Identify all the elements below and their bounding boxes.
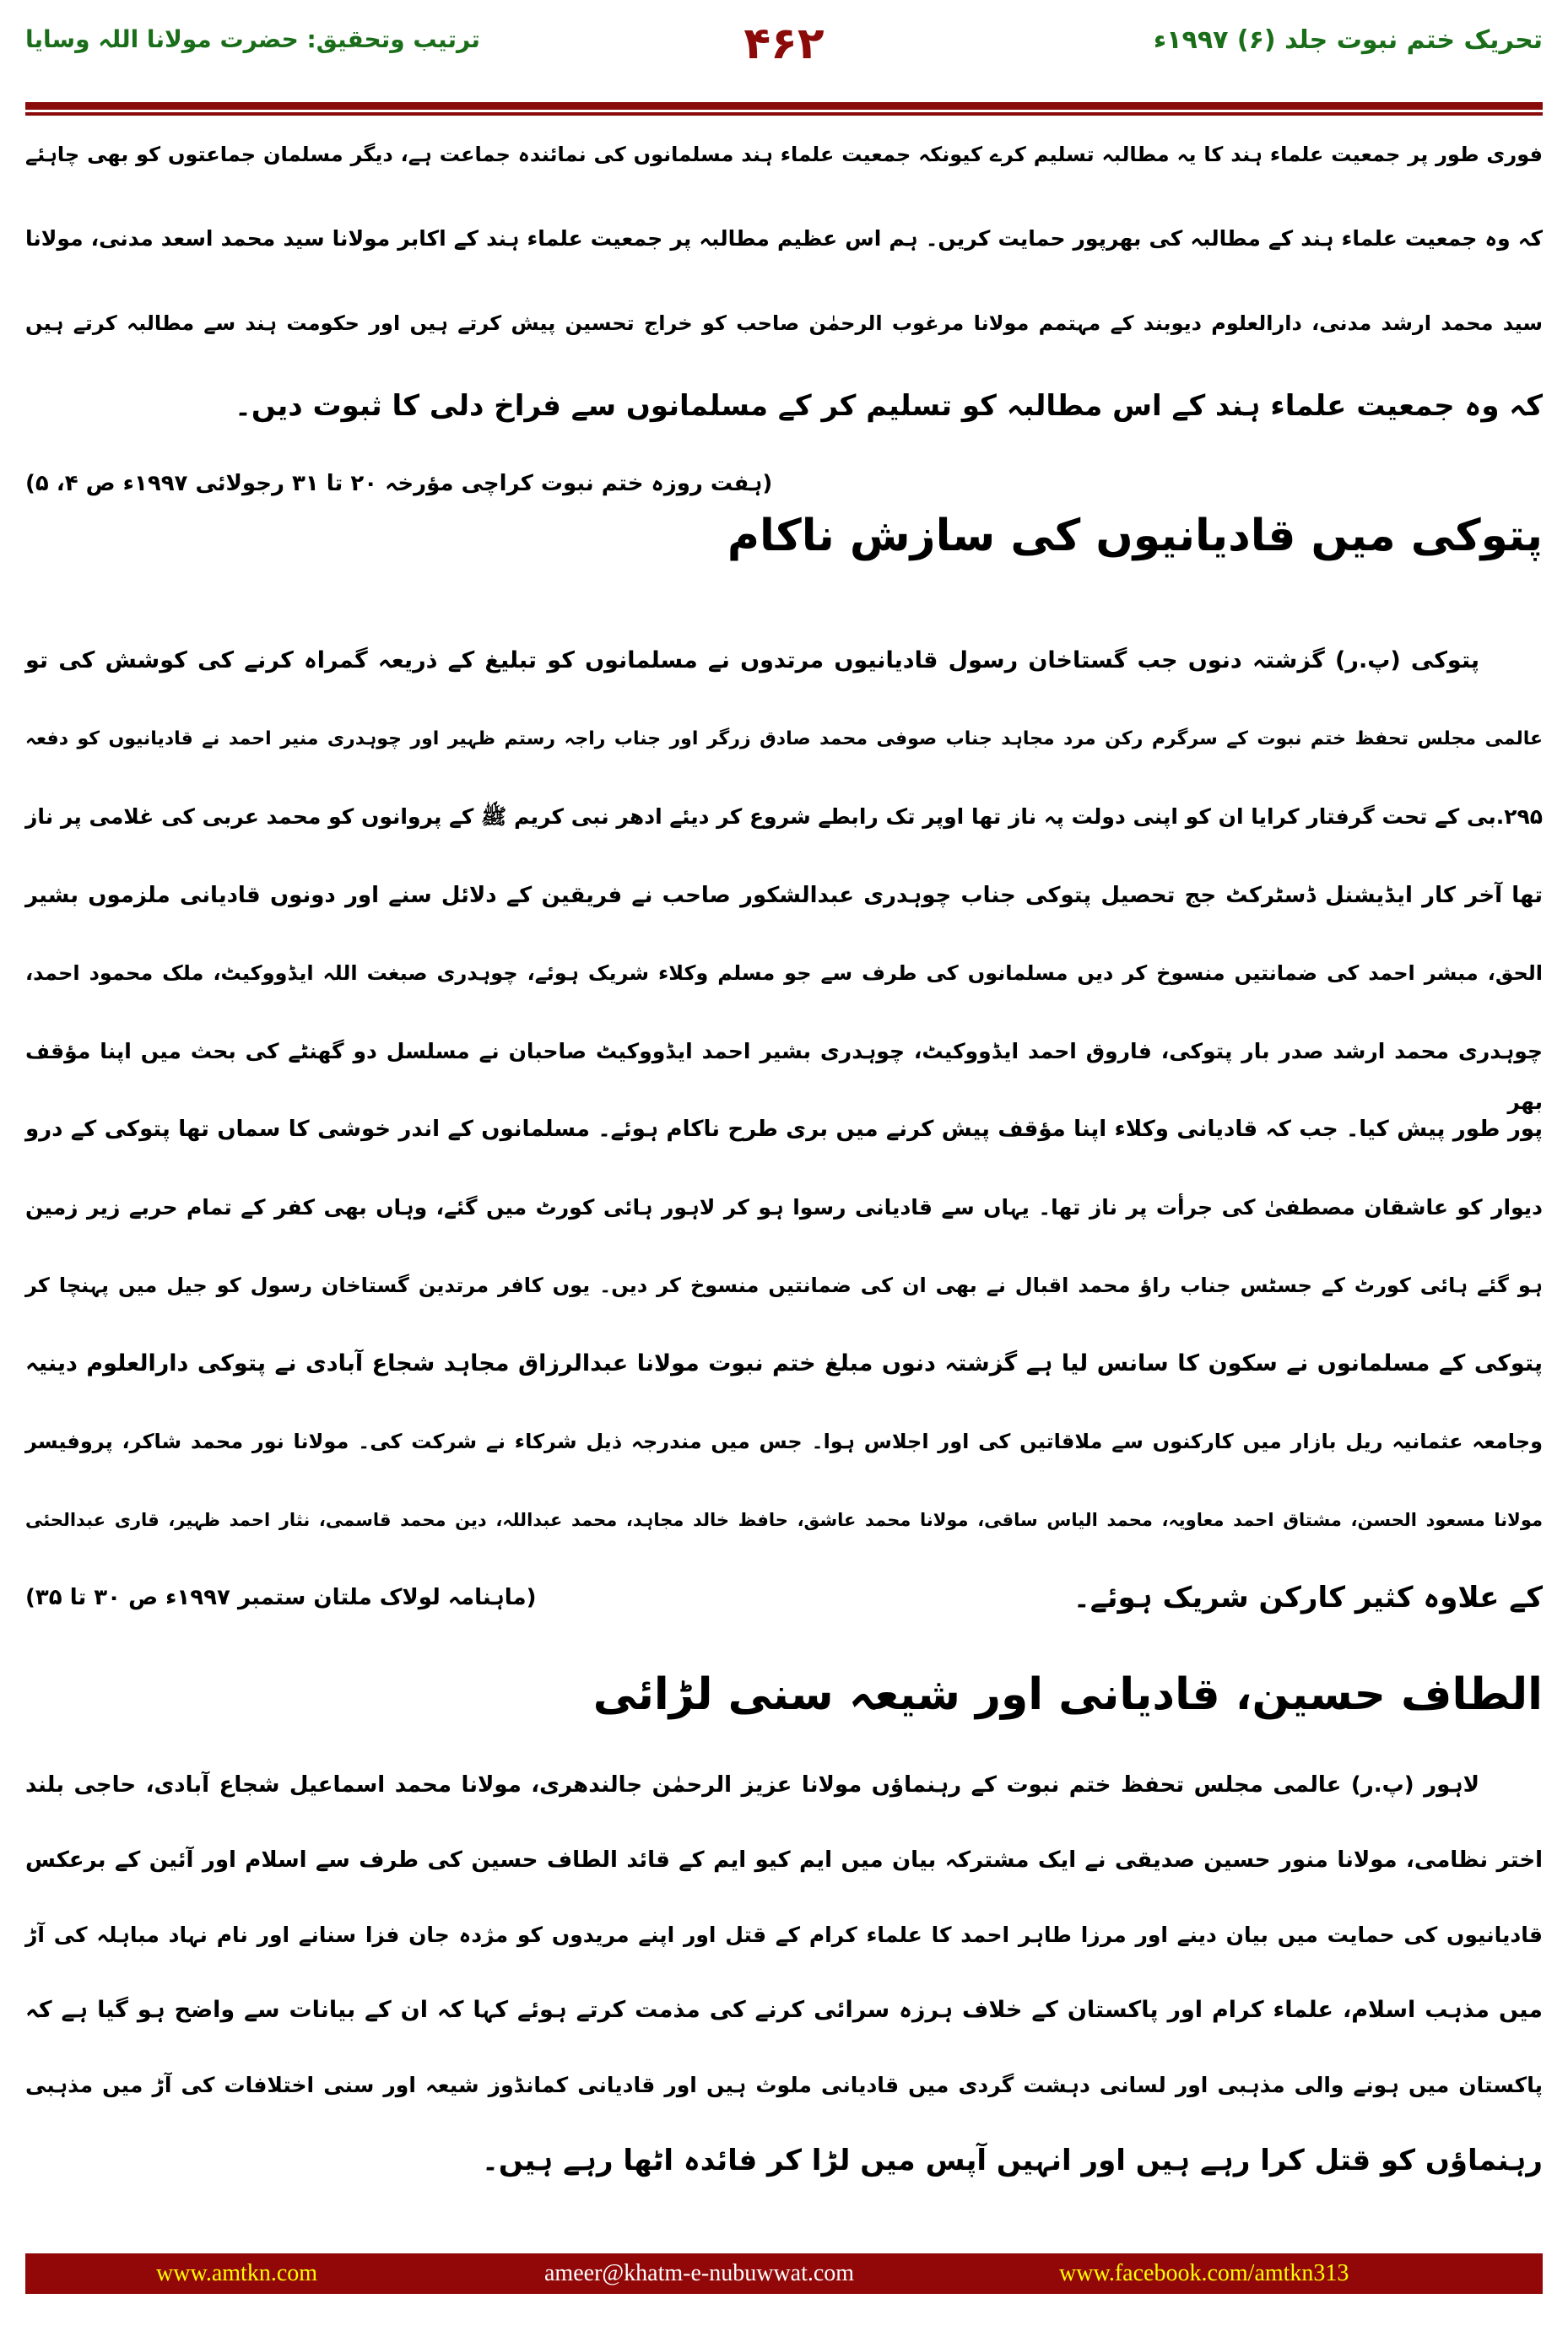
facebook-link[interactable]: www.facebook.com/amtkn313 [1059,2260,1349,2286]
paragraph-line: پتوکی (پ.ر) گزشتہ دنوں جب گستاخان رسول قادیانیوں مرتدوں نے مسلمانوں کو تبلیغ کے ذریعہ گمراہ کرنے کی کوشش کی تو [25,647,1479,673]
book-title: تحریک ختم نبوت جلد (۶) ۱۹۹۷ء [1153,25,1543,55]
website-link[interactable]: www.amtkn.com [156,2260,318,2286]
paragraph-line: پاکستان میں ہونے والی مذہبی اور لسانی دہشت گردی میں قادیانی ملوث ہیں اور قادیانی کمانڈوز شیعہ اور سنی اختلافات کی آڑ میں مذہبی [25,2073,1543,2097]
citation: (ماہنامہ لولاک ملتان ستمبر ۱۹۹۷ء ص ۳۰ تا ۳۵) [25,1585,537,1610]
email-link[interactable]: ameer@khatm-e-nubuwwat.com [544,2260,855,2286]
paragraph-line: کے علاوہ کثیر کارکن شریک ہوئے۔ [1073,1581,1543,1615]
footer-bar [25,2253,1543,2294]
paragraph-line: لاہور (پ.ر) عالمی مجلس تحفظ ختم نبوت کے رہنماؤں مولانا عزیز الرحمٰن جالندھری، مولانا محمد اسماعیل شجاع آبادی، حاجی بلند [25,1772,1479,1798]
citation: (ہفت روزہ ختم نبوت کراچی مؤرخہ ۲۰ تا ۳۱ رجولائی ۱۹۹۷ء ص ۴، ۵) [25,471,773,496]
paragraph-line: وجامعہ عثمانیہ ریل بازار میں کارکنوں سے ملاقاتیں کی اور اجلاس ہوا۔ جس میں مندرجہ ذیل شرکاء نے شرکت کی۔ مولانا نور محمد شاکر، پروفیسر [25,1430,1543,1453]
compiler-credit: ترتیب وتحقیق: حضرت مولانا اللہ وسایا [25,25,480,53]
paragraph-line: میں مذہب اسلام، علماء کرام اور پاکستان کے خلاف ہرزہ سرائی کرنے کی مذمت کرتے ہوئے کہا کہ ان کے بیانات سے واضح ہو گیا ہے کہ [25,1997,1543,2023]
paragraph-line: مولانا مسعود الحسن، مشتاق احمد معاویہ، محمد الیاس ساقی، مولانا محمد عاشق، حافظ خالد مجاہد، محمد عبداللہ، دین محمد قاسمی، نثار احمد ظہیر، قاری عبدالحئی [25,1510,1543,1530]
section-heading: الطاف حسین، قادیانی اور شیعہ سنی لڑائی [592,1669,1543,1720]
paragraph-line: سید محمد ارشد مدنی، دارالعلوم دیوبند کے مہتمم مولانا مرغوب الرحمٰن صاحب کو خراج تحسین پیش کرتے ہیں اور حکومت ہند سے مطالبہ کرتے ہیں [25,311,1543,335]
paragraph-line: ۲۹۵.بی کے تحت گرفتار کرایا ان کو اپنی دولت پہ ناز تھا اوپر تک رابطے شروع کر دیئے ادھر نبی کریم ﷺ کے پروانوں کو محمد عربی کی غلامی پر ناز [25,804,1543,829]
paragraph-line: کہ وہ جمعیت علماء ہند کے اس مطالبہ کو تسلیم کر کے مسلمانوں سے فراخ دلی کا ثبوت دیں۔ [234,389,1543,423]
page-number: ۴۶۲ [743,19,825,69]
paragraph-line: چوہدری محمد ارشد صدر بار پتوکی، فاروق احمد ایڈووکیٹ، چوہدری بشیر احمد ایڈووکیٹ صاحبان نے مسلسل دو گھنٹے کی بحث میں اپنا مؤقف بھر [25,1039,1543,1114]
paragraph-line: پتوکی کے مسلمانوں نے سکون کا سانس لیا ہے گزشتہ دنوں مبلغ ختم نبوت مولانا عبدالرزاق مجاہد شجاع آبادی نے پتوکی دارالعلوم دینیہ [25,1350,1543,1377]
paragraph-line: رہنماؤں کو قتل کرا رہے ہیں اور انہیں آپس میں لڑا کر فائدہ اٹھا رہے ہیں۔ [481,2144,1543,2177]
header-rule-thin [25,112,1543,116]
paragraph-line: پور طور پیش کیا۔ جب کہ قادیانی وکلاء اپنا مؤقف پیش کرنے میں بری طرح ناکام ہوئے۔ مسلمانوں کے اندر خوشی کا سماں تھا پتوکی کے درو [25,1117,1543,1142]
paragraph-line: تھا آخر کار ایڈیشنل ڈسٹرکٹ جج تحصیل پتوکی جناب چوہدری عبدالشکور صاحب نے فریقین کے دلائل سنے اور دونوں قادیانی ملزموں بشیر [25,883,1543,908]
header-rule [25,102,1543,110]
paragraph-line: اختر نظامی، مولانا منور حسین صدیقی نے ایک مشترکہ بیان میں ایم کیو ایم کے قائد الطاف حسین کی طرف سے اسلام اور آئین کے برعکس [25,1847,1543,1873]
paragraph-line: کہ وہ جمعیت علماء ہند کے مطالبہ کی بھرپور حمایت کریں۔ ہم اس عظیم مطالبہ پر جمعیت علماء ہند کے اکابر مولانا سید محمد اسعد مدنی، مولانا [25,226,1543,251]
paragraph-line: دیوار کو عاشقان مصطفیٰ کی جرأت پر ناز تھا۔ یہاں سے قادیانی رسوا ہو کر لاہور ہائی کورٹ میں گئے، وہاں بھی کفر کے تمام حربے زیر زمین [25,1195,1543,1220]
section-heading: پتوکی میں قادیانیوں کی سازش ناکام [727,511,1543,561]
paragraph-line: ہو گئے ہائی کورٹ کے جسٹس جناب راؤ محمد اقبال نے بھی ان کی ضمانتیں منسوخ کر دیں۔ یوں کافر مرتدین گستاخان رسول کو جیل میں پہنچا کر [25,1274,1543,1297]
paragraph-line: عالمی مجلس تحفظ ختم نبوت کے سرگرم رکن مرد مجاہد جناب صوفی محمد صادق زرگر اور جناب راجہ رستم ظہیر اور چوہدری منیر احمد نے قادیانیوں کو دفعہ [25,728,1543,749]
paragraph-line: الحق، مبشر احمد کی ضمانتیں منسوخ کر دیں مسلمانوں کی طرف سے جو مسلم وکلاء شریک ہوئے، چوہدری صبغت اللہ ایڈووکیٹ، ملک محمود احمد، [25,961,1543,985]
paragraph-line: فوری طور پر جمعیت علماء ہند کا یہ مطالبہ تسلیم کرے کیونکہ جمعیت علماء ہند مسلمانوں کی نمائندہ جماعت ہے، دیگر مسلمان جماعتوں کو بھی چاہئے [25,143,1543,166]
paragraph-line: قادیانیوں کی حمایت میں بیان دینے اور مرزا طاہر احمد کا علماء کرام کے قتل اور اپنے مریدوں کو مژدہ جان فزا سنانے اور نام نہاد مباہلہ کی آڑ [25,1923,1543,1947]
